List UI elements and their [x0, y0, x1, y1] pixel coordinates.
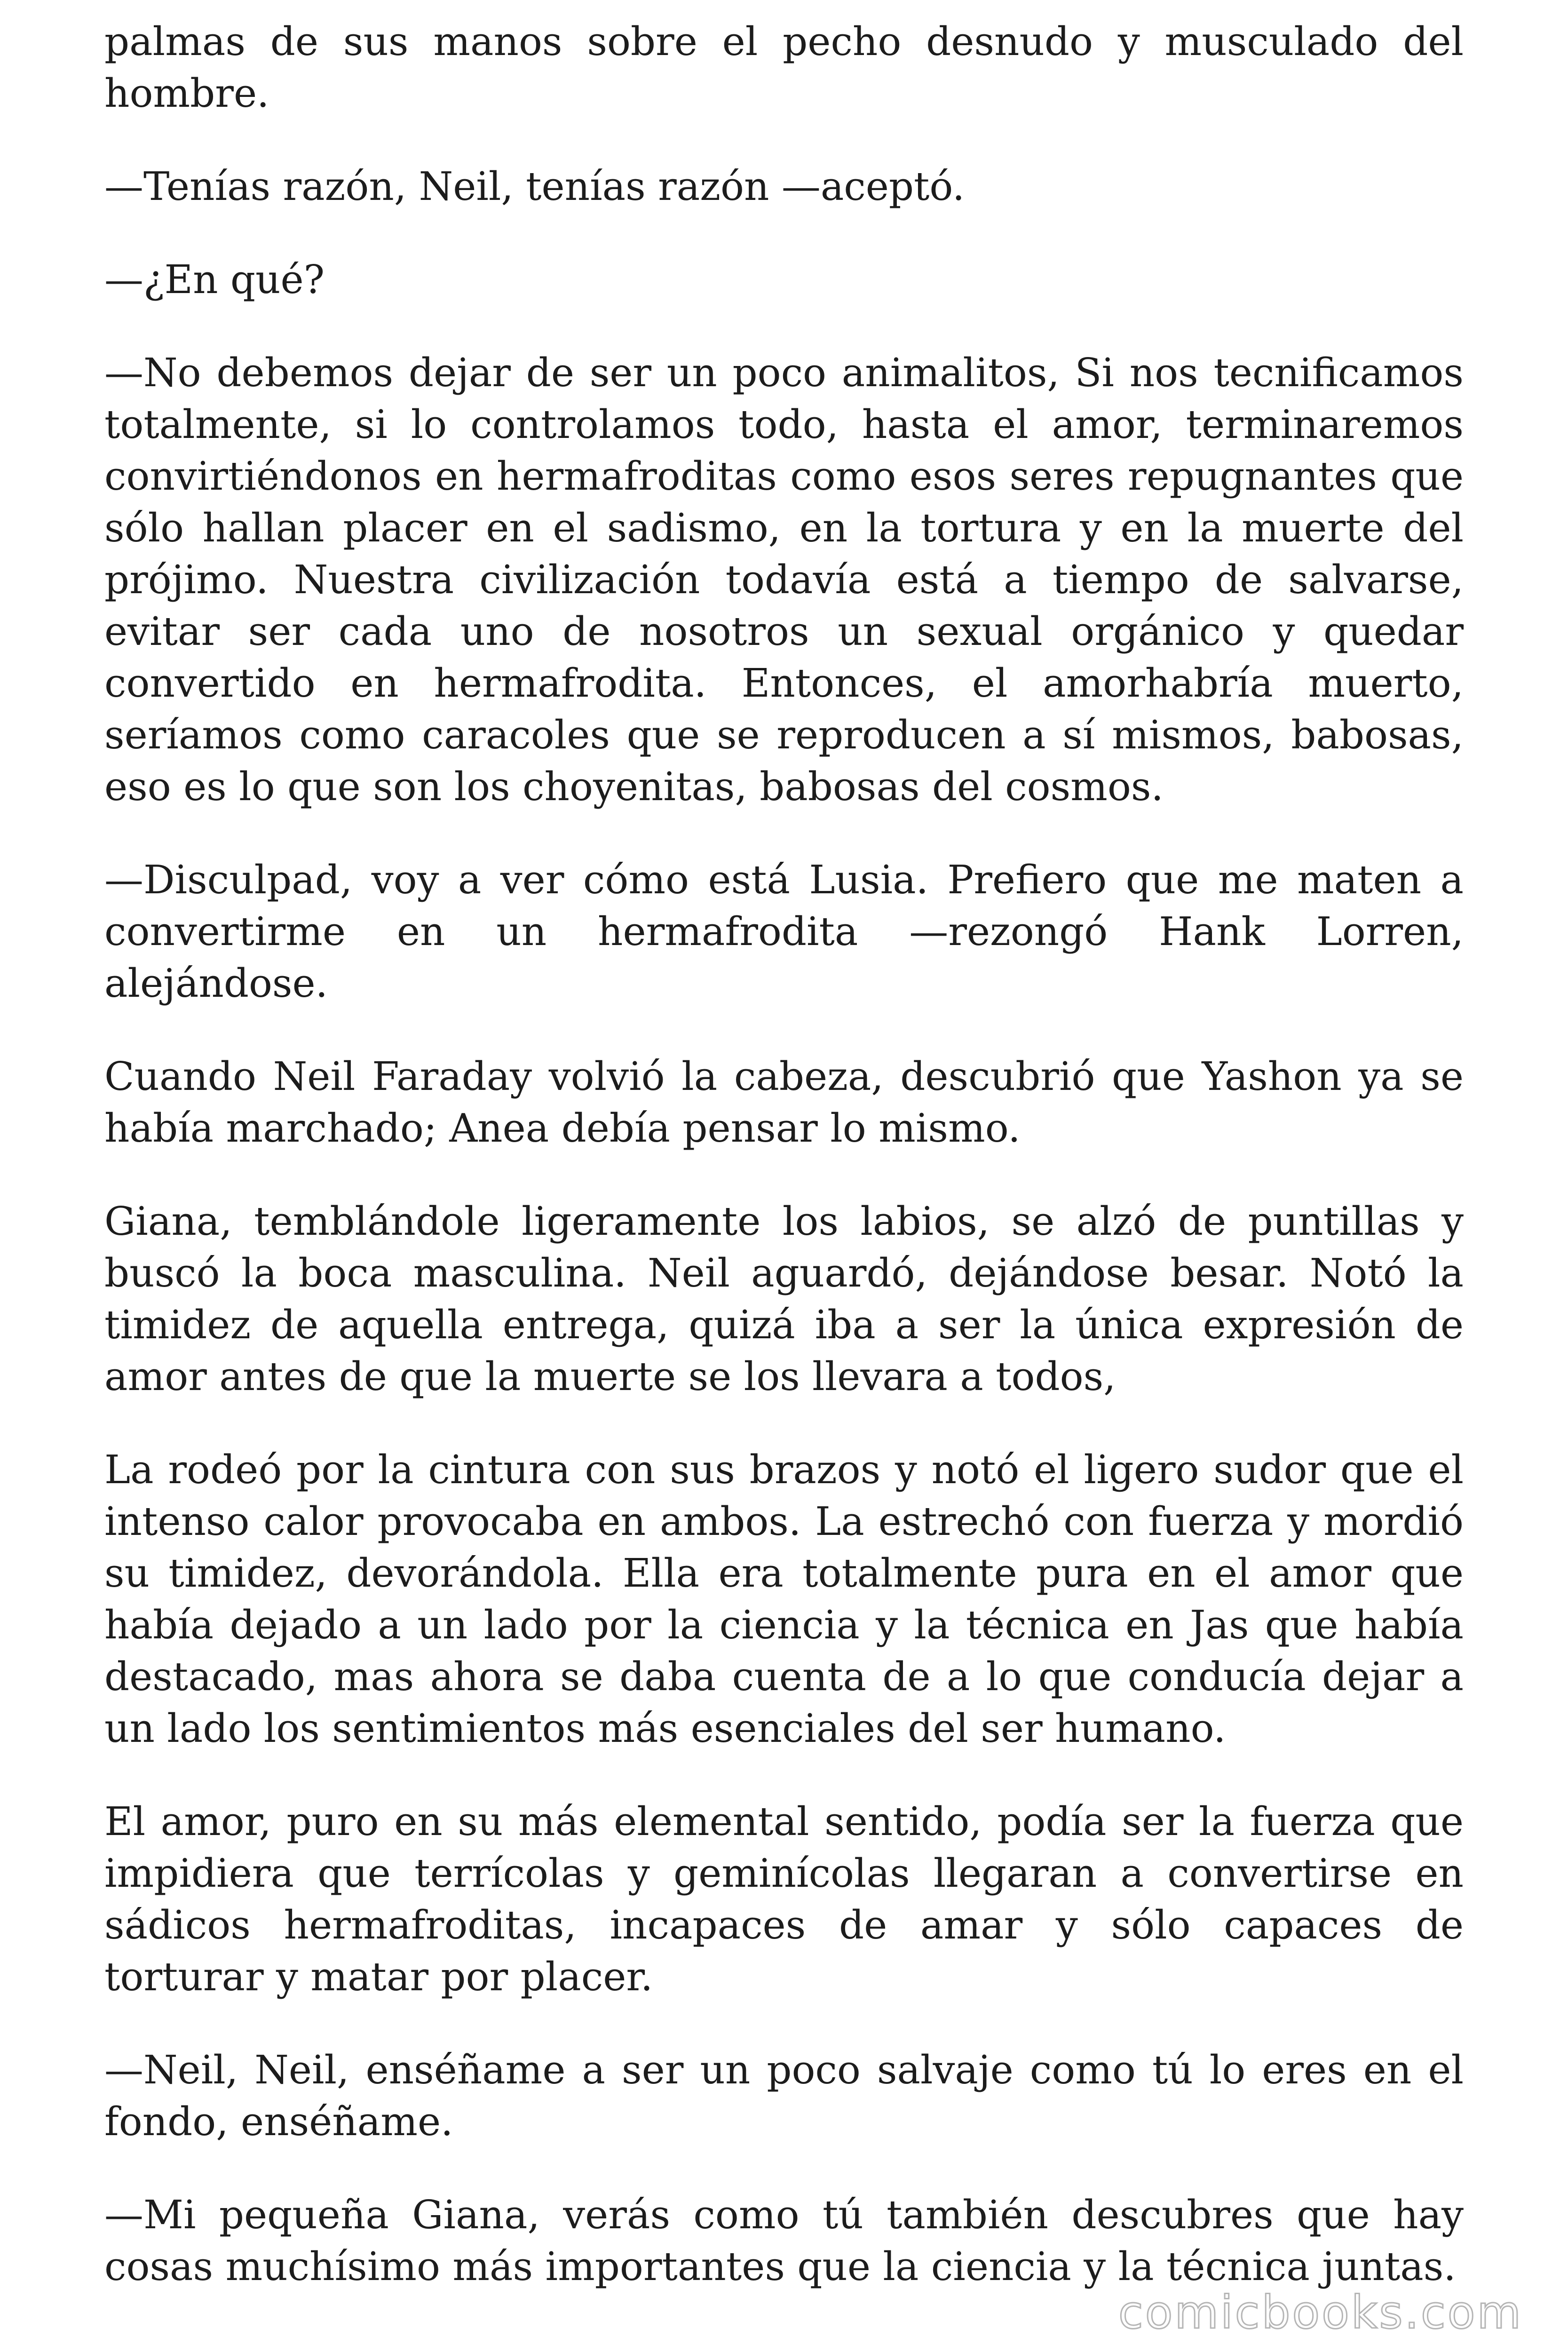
paragraph: Giana, temblándole ligeramente los labios, se alzó de puntillas y buscó la boca masculina. Neil aguardó, dejándose besar. Notó la timidez de aquella entrega, quizá iba a ser la única expresión de amor antes de que la muerte se los llevara a todos, [104, 1199, 1464, 1399]
paragraph: La rodeó por la cintura con sus brazos y notó el ligero sudor que el intenso calor provocaba en ambos. La estrechó con fuerza y mordió su timidez, devorándola. Ella era totalmente pura en el amor que había dejado a un lado por la ciencia y la técnica en Jas que había destacado, mas ahora se daba cuenta de a lo que conducía dejar a un lado los sentimientos más esenciales del ser humano. [104, 1447, 1464, 1751]
paragraph: —Tenías razón, Neil, tenías razón —aceptó. [104, 164, 965, 209]
paragraph: —Disculpad, voy a ver cómo está Lusia. Prefiero que me maten a convertirme en un hermafrodita —rezongó Hank Lorren, alejándose. [104, 857, 1464, 1006]
watermark: comicbooks.com [1118, 2286, 1523, 2339]
paragraph: Cuando Neil Faraday volvió la cabeza, descubrió que Yashon ya se había marchado; Anea debía pensar lo mismo. [104, 1054, 1464, 1151]
paragraph: —¿En qué? [104, 257, 325, 302]
paragraph: —No debemos dejar de ser un poco animalitos, Si nos tecnificamos totalmente, si lo controlamos todo, hasta el amor, terminaremos convirtiéndonos en hermafroditas como esos seres repugnantes que sólo hallan placer en el sadismo, en la tortura y en la muerte del prójimo. Nuestra civilización todavía está a tiempo de salvarse, evitar ser cada uno de nosotros un sexual orgánico y quedar convertido en hermafrodita. Entonces, el amorhabría muerto, seríamos como caracoles que se reproducen a sí mismos, babosas, eso es lo que son los choyenitas, babosas del cosmos. [104, 350, 1464, 810]
body-text [104, 16, 1464, 2293]
paragraph: El amor, puro en su más elemental sentido, podía ser la fuerza que impidiera que terrícolas y geminícolas llegaran a convertirse en sádicos hermafroditas, incapaces de amar y sólo capaces de torturar y matar por placer. [104, 1799, 1464, 2000]
paragraph: palmas de sus manos sobre el pecho desnudo y musculado del hombre. [104, 19, 1464, 116]
paragraph: —Neil, Neil, enséñame a ser un poco salvaje como tú lo eres en el fondo, enséñame. [104, 2047, 1464, 2145]
paragraph: —Mi pequeña Giana, verás como tú también descubres que hay cosas muchísimo más importantes que la ciencia y la técnica juntas. [104, 2192, 1464, 2289]
